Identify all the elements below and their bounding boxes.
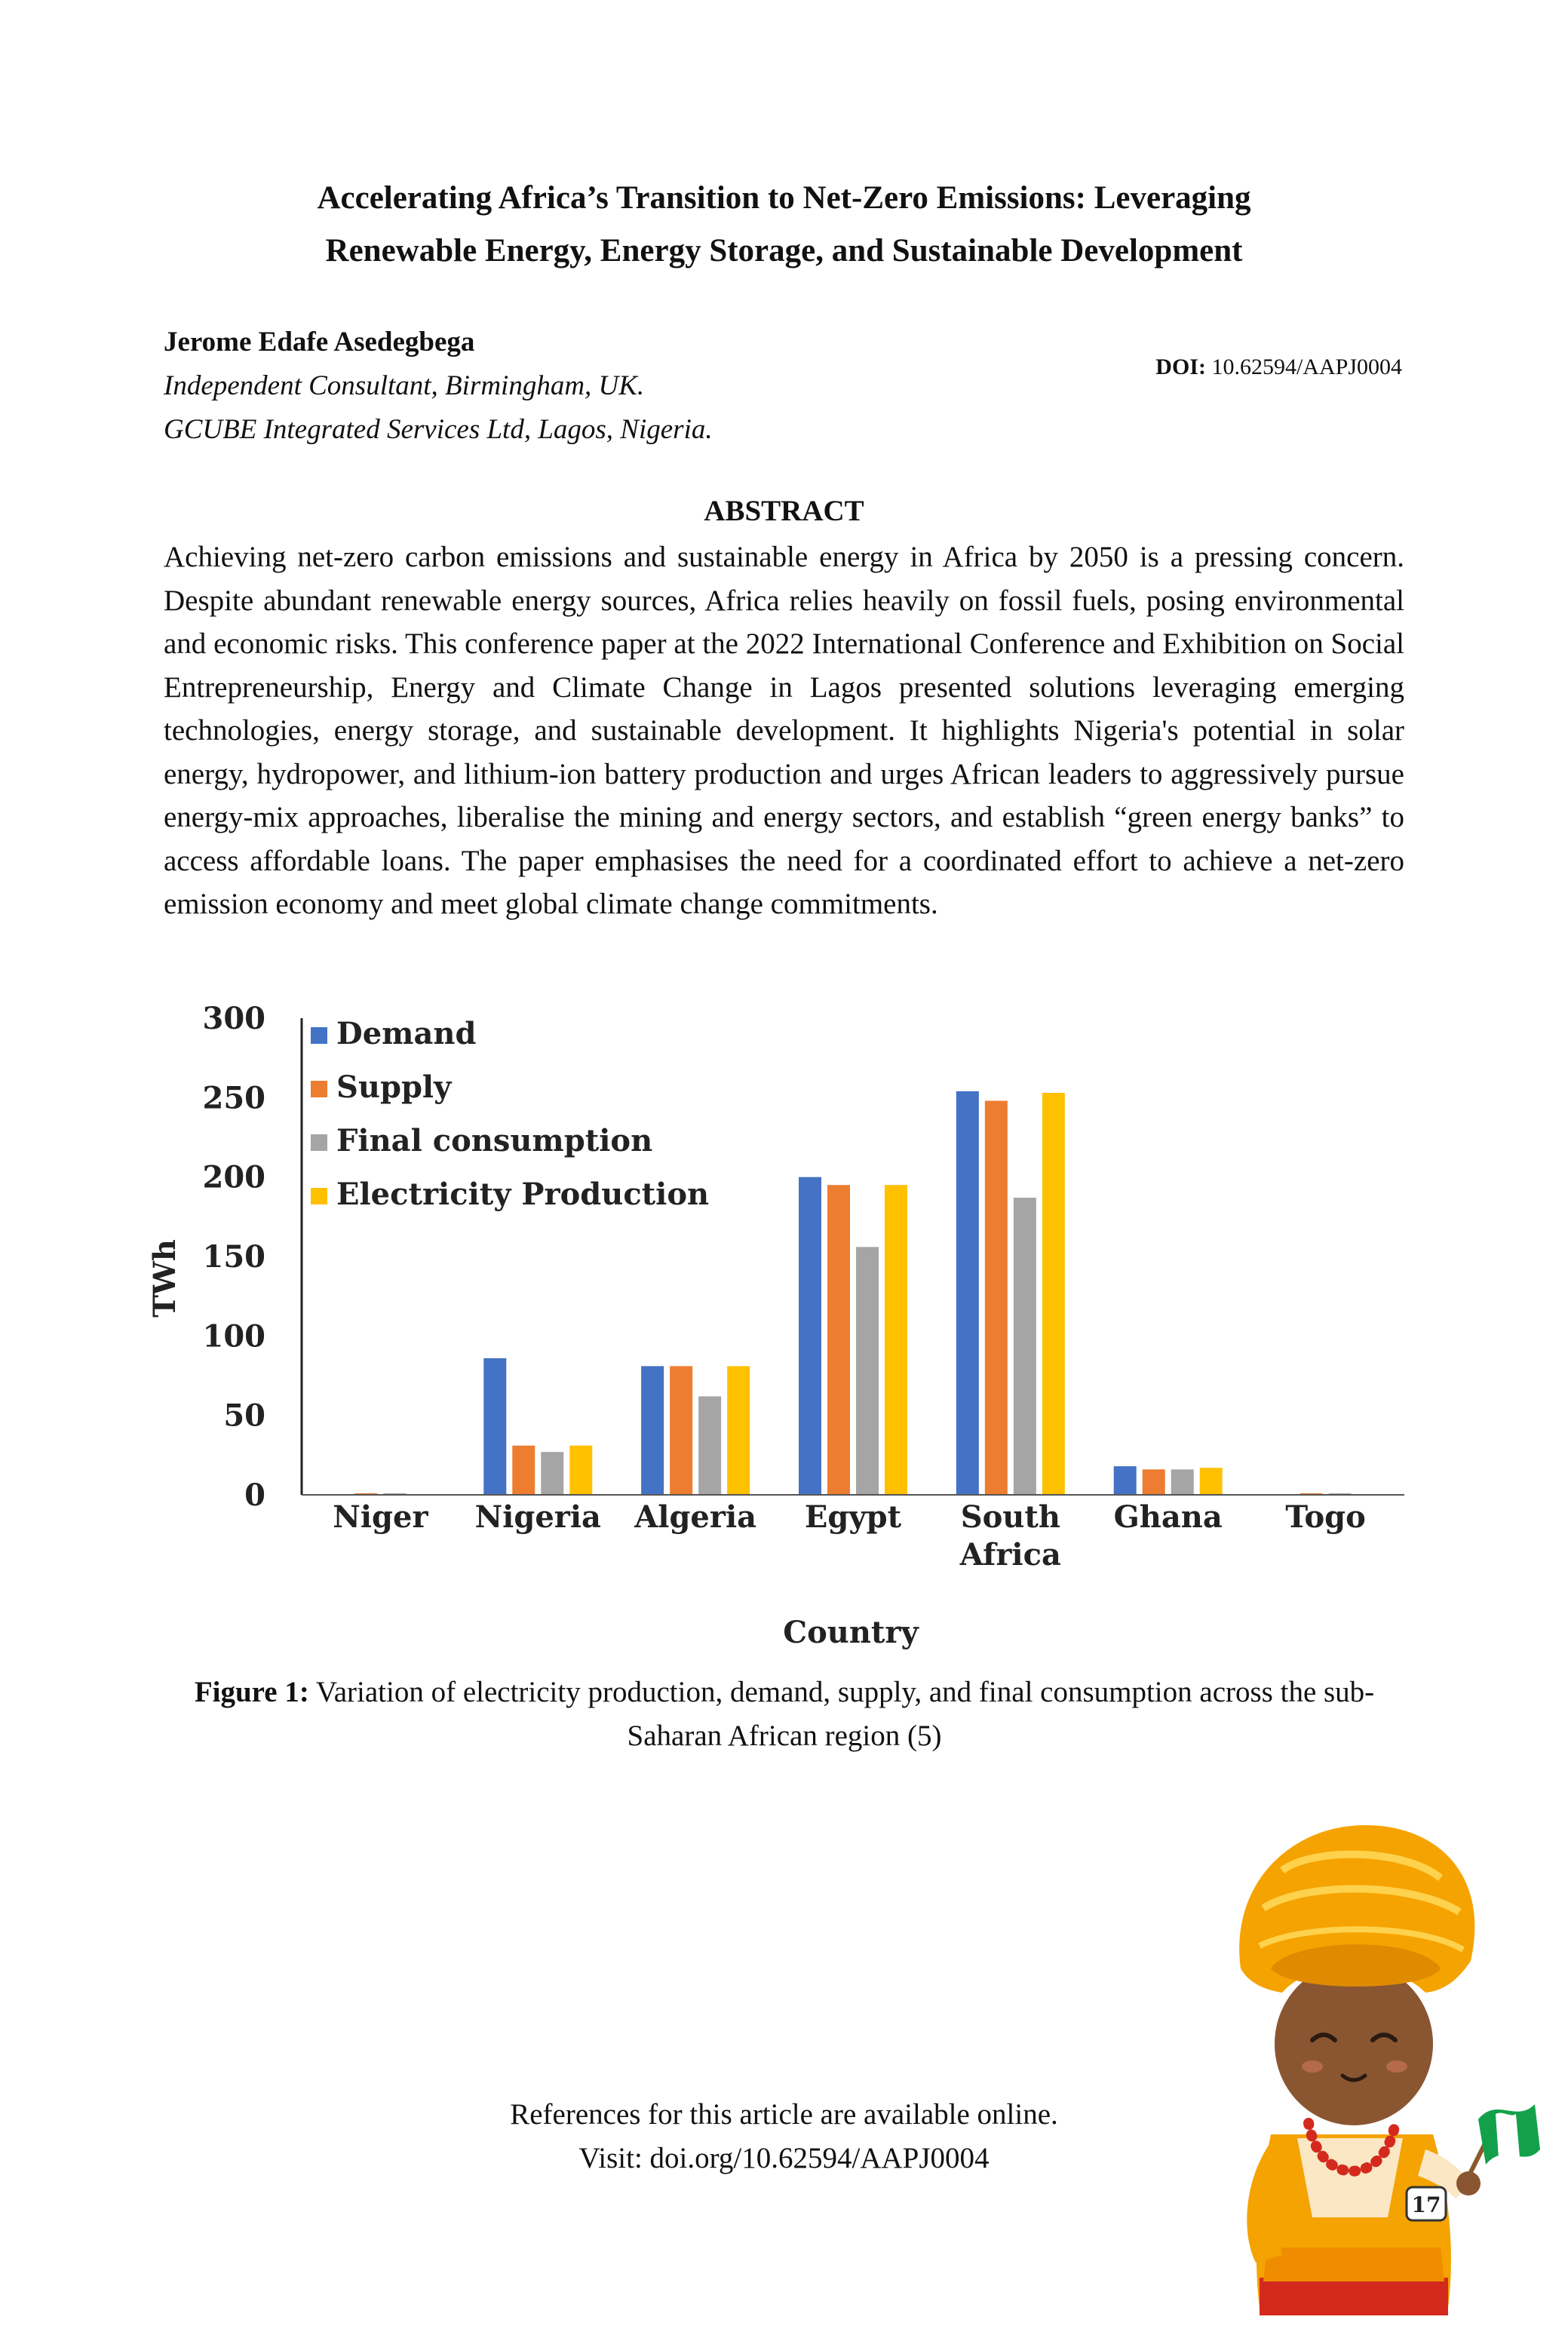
mascot-figure xyxy=(1199,1795,1546,2323)
y-axis-label: TWh xyxy=(147,1239,183,1318)
figure-caption xyxy=(158,1671,1410,1758)
bar-electricity-production xyxy=(885,1185,907,1495)
bar-supply xyxy=(1143,1469,1165,1495)
legend-swatch xyxy=(311,1134,327,1151)
legend-label: Demand xyxy=(336,1016,477,1051)
author-block xyxy=(164,321,713,452)
x-tick-label: Niger xyxy=(333,1499,428,1535)
doi-value: 10.62594/AAPJ0004 xyxy=(1211,354,1402,379)
legend-label: Final consumption xyxy=(336,1123,653,1158)
doi-label: DOI: xyxy=(1155,354,1206,379)
y-tick-label: 200 xyxy=(202,1159,265,1195)
y-tick-label: 250 xyxy=(202,1080,265,1116)
bar-demand xyxy=(956,1091,979,1495)
x-tick-label: Egypt xyxy=(804,1499,902,1535)
bar-electricity-production xyxy=(1200,1468,1223,1495)
title-line-2: Renewable Energy, Energy Storage, and Sustainable Development xyxy=(325,233,1243,268)
x-tick-label: Algeria xyxy=(634,1499,757,1535)
bar-final-consumption xyxy=(856,1247,879,1495)
legend-label: Supply xyxy=(336,1069,452,1105)
bar-final-consumption xyxy=(1014,1198,1036,1495)
legend-label: Electricity Production xyxy=(336,1177,710,1212)
bar-demand xyxy=(483,1358,506,1495)
y-tick-label: 300 xyxy=(202,1001,265,1036)
x-axis-label: Country xyxy=(783,1615,919,1650)
nigerian-flag-icon xyxy=(1467,2104,1540,2180)
bar-supply xyxy=(512,1446,535,1495)
legend-swatch xyxy=(311,1027,327,1044)
bar-demand xyxy=(641,1366,664,1495)
bar-electricity-production xyxy=(727,1366,750,1495)
author-affiliation-1: Independent Consultant, Birmingham, UK. xyxy=(164,370,645,401)
bar-supply xyxy=(827,1185,850,1495)
bar-supply xyxy=(670,1366,692,1495)
bar-final-consumption xyxy=(541,1452,563,1495)
caption-text: Variation of electricity production, demand, supply, and final consumption across the sub-Saharan African region (5) xyxy=(308,1676,1375,1752)
mascot-illustration xyxy=(1199,1795,1546,2327)
abstract-text: Achieving net-zero carbon emissions and sustainable energy in Africa by 2050 is a pressing concern. Despite abundant renewable energy sources, Africa relies heavily on fossil fuels, posing environmental and economic risks. This conference paper at the 2022 International Conference and Exhibition on Social Entrepreneurship, Energy and Climate Change in Lagos presented solutions leveraging emerging technologies, energy storage, and sustainable development. It highlights Nigeria's potential in solar energy, hydropower, and lithium-ion battery production and urges African leaders to aggressively pursue energy-mix approaches, liberalise the mining and energy sectors, and establish “green energy banks” to access affordable loans. The paper emphasises the need for a coordinated effort to achieve a net-zero emission economy and meet global climate change commitments. xyxy=(164,541,1404,920)
y-tick-label: 100 xyxy=(202,1318,265,1355)
bar-final-consumption xyxy=(698,1396,721,1495)
y-tick-label: 150 xyxy=(202,1239,265,1275)
bar-demand xyxy=(799,1177,821,1495)
x-tick-label: Ghana xyxy=(1113,1499,1223,1535)
caption-label: Figure 1: xyxy=(194,1676,309,1708)
y-tick-label: 50 xyxy=(223,1398,265,1434)
bar-demand xyxy=(1114,1466,1137,1495)
bar-electricity-production xyxy=(1042,1093,1065,1495)
y-tick-label: 0 xyxy=(244,1477,265,1513)
page-number-badge xyxy=(1407,2187,1446,2220)
figure-1 xyxy=(143,996,1425,1655)
x-tick-label: Nigeria xyxy=(474,1499,601,1535)
bar-supply xyxy=(985,1101,1008,1495)
author-affiliation-2: GCUBE Integrated Services Ltd, Lagos, Nigeria. xyxy=(164,414,713,445)
title-line-1: Accelerating Africa’s Transition to Net-Zero Emissions: Leveraging xyxy=(317,180,1251,216)
bar-final-consumption xyxy=(1171,1469,1194,1495)
legend-swatch xyxy=(311,1188,327,1204)
x-tick-label: Togo xyxy=(1285,1499,1366,1535)
legend-swatch xyxy=(311,1081,327,1097)
author-name: Jerome Edafe Asedegbega xyxy=(164,327,475,357)
paper-title xyxy=(0,172,1568,278)
bar-chart xyxy=(143,996,1425,1652)
doi xyxy=(1155,354,1402,380)
bar-electricity-production xyxy=(569,1446,592,1495)
references-line-1: References for this article are available online. xyxy=(510,2098,1058,2131)
page-number: 17 xyxy=(1411,2192,1441,2217)
references-line-2: Visit: doi.org/10.62594/AAPJ0004 xyxy=(578,2142,990,2174)
abstract-heading: ABSTRACT xyxy=(704,495,864,527)
x-tick-label: South Africa xyxy=(959,1499,1061,1573)
